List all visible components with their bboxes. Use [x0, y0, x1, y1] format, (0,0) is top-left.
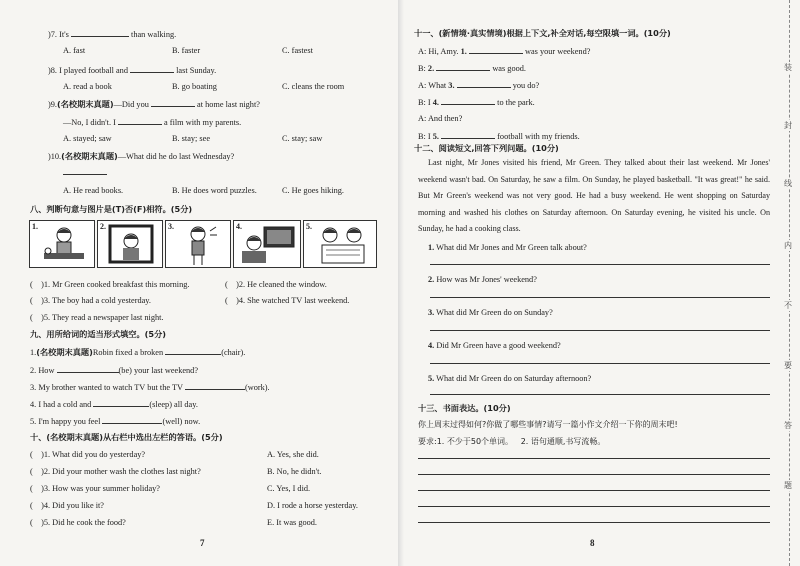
match-answer-b: B. No, he didn't.	[267, 467, 322, 476]
answer-blank[interactable]	[57, 364, 119, 373]
dialog-line-5: A: And then?	[418, 114, 463, 123]
writing-line[interactable]	[418, 506, 770, 507]
answer-blank[interactable]	[457, 79, 511, 88]
answer-line[interactable]	[430, 330, 770, 331]
option: B. faster	[172, 46, 201, 55]
question-10: )10.(名校期末真题)—What did he do last Wednesday?	[48, 151, 235, 161]
section-8-title: 八、判断句意与图片是(T)否(F)相符。(5分)	[30, 204, 193, 214]
window-cleaning-icon	[98, 221, 162, 267]
answer-blank[interactable]	[441, 130, 495, 139]
reading-question-1: 1. What did Mr Jones and Mr Green talk about?	[428, 243, 587, 252]
match-answer-a: A. Yes, she did.	[267, 450, 319, 459]
reading-question-4: 4. Did Mr Green have a good weekend?	[428, 341, 561, 350]
judge-item-1: ( )1. Mr Green cooked breakfast this morning.	[30, 280, 190, 289]
option: B. He does word puzzles.	[172, 186, 257, 195]
margin-char: 要	[784, 361, 792, 370]
margin-char: 答	[784, 421, 792, 430]
option: B. stay; see	[172, 134, 211, 143]
picture-2: 2.	[97, 220, 163, 268]
reading-question-3: 3. What did Mr Green do on Sunday?	[428, 308, 553, 317]
match-question-5: ( )5. Did he cook the food?	[30, 518, 126, 527]
boy-cold-icon	[166, 221, 230, 267]
left-page	[0, 0, 398, 566]
picture-4: 4.	[233, 220, 301, 268]
dialog-line-1: A: Hi, Amy. 1. was your weekend?	[418, 47, 591, 56]
answer-line[interactable]	[430, 297, 770, 298]
picture-1: 1.	[29, 220, 95, 268]
answer-line[interactable]	[430, 363, 770, 364]
dialog-line-6: B: I 5. football with my friends.	[418, 132, 580, 141]
margin-char: 题	[784, 481, 792, 490]
writing-prompt: 你上周末过得如何?你做了哪些事情?请写一篇小作文介绍一下你的周末吧!	[418, 420, 678, 429]
margin-char: 内	[784, 241, 792, 250]
option: C. cleans the room	[282, 82, 345, 91]
option: C. stay; saw	[282, 134, 323, 143]
right-page	[404, 0, 780, 566]
section-13-title: 十三、书面表达。(10分)	[418, 403, 511, 413]
judge-item-3: ( )3. The boy had a cold yesterday.	[30, 296, 151, 305]
match-answer-e: E. It was good.	[267, 518, 318, 527]
option: A. He read books.	[63, 186, 124, 195]
writing-line[interactable]	[418, 522, 770, 523]
picture-3: 3.	[165, 220, 231, 268]
dialog-line-2: B: 2. was good.	[418, 64, 526, 73]
judge-item-4: ( )4. She watched TV last weekend.	[225, 296, 350, 305]
fill-item-1: 1.(名校期末真题)Robin fixed a broken (chair).	[30, 347, 246, 357]
answer-blank[interactable]	[93, 398, 149, 407]
page-number: 8	[590, 538, 595, 548]
answer-blank[interactable]	[71, 28, 129, 37]
fill-item-3: 3. My brother wanted to watch TV but the TV (work).	[30, 383, 270, 392]
section-9-title: 九、用所给词的适当形式填空。(5分)	[30, 329, 166, 339]
answer-blank[interactable]	[469, 45, 523, 54]
section-12-title: 十二、阅读短文,回答下列问题。(10分)	[414, 143, 559, 153]
question-9: )9.(名校期末真题)—Did you at home last night?	[48, 99, 260, 109]
answer-line[interactable]	[430, 394, 770, 395]
answer-blank[interactable]	[436, 62, 490, 71]
judge-item-5: ( )5. They read a newspaper last night.	[30, 313, 164, 322]
question-7: )7. It's than walking.	[48, 30, 177, 39]
fill-item-4: 4. I had a cold and (sleep) all day.	[30, 400, 198, 409]
match-question-1: ( )1. What did you do yesterday?	[30, 450, 146, 459]
answer-blank[interactable]	[441, 96, 495, 105]
page-number: 7	[200, 538, 205, 548]
margin-char: 封	[784, 121, 792, 130]
dialog-line-4: B: I 4. to the park.	[418, 98, 535, 107]
reading-passage: Last night, Mr Jones visited his friend, Mr Green. They talked about their last weekend. Mr Jones' weekend wasn't bad. On Saturday, he saw a film. On Sunday, he played basketball. "It was great!" he said. But Mr Green's weekend was not very good. He had a busy weekend. He went shopping on Saturday morning and washed his clothes on Saturday afternoon. On Saturday evening, he visited his uncle. On Sunday, he had a cooking class.	[418, 158, 770, 234]
option: C. fastest	[282, 46, 313, 55]
dialog-line-3: A: What 3. you do?	[418, 81, 540, 90]
writing-requirements: 要求:1. 不少于50个单词。 2. 语句通顺,书写流畅。	[418, 437, 606, 446]
margin-char: 不	[784, 301, 792, 310]
answer-blank[interactable]	[102, 415, 162, 424]
match-answer-c: C. Yes, I did.	[267, 484, 311, 493]
question-9-line2: —No, I didn't. I a film with my parents.	[63, 118, 242, 127]
match-question-4: ( )4. Did you like it?	[30, 501, 104, 510]
writing-line[interactable]	[418, 458, 770, 459]
match-question-2: ( )2. Did your mother wash the clothes last night?	[30, 467, 201, 476]
section-11-title: 十一、(新情境·真实情境)根据上下文,补全对话,每空限填一词。(10分)	[414, 28, 671, 38]
writing-line[interactable]	[418, 490, 770, 491]
judge-item-2: ( )2. He cleaned the window.	[225, 280, 327, 289]
watching-tv-icon	[234, 221, 300, 267]
reading-question-2: 2. How was Mr Jones' weekend?	[428, 275, 537, 284]
binding-margin	[780, 0, 800, 566]
match-question-3: ( )3. How was your summer holiday?	[30, 484, 160, 493]
picture-5: 5.	[303, 220, 377, 268]
margin-char: 装	[784, 63, 792, 72]
match-answer-d: D. I rode a horse yesterday.	[267, 501, 358, 510]
answer-blank[interactable]	[63, 168, 107, 175]
fill-item-5: 5. I'm happy you feel (well) now.	[30, 417, 201, 426]
answer-blank[interactable]	[185, 381, 245, 390]
option: A. stayed; saw	[63, 134, 112, 143]
margin-char: 线	[784, 179, 792, 188]
option: B. go boating	[172, 82, 217, 91]
section-10-title: 十、(名校期末真题)从右栏中选出左栏的答语。(5分)	[30, 432, 223, 442]
fill-item-2: 2. How (be) your last weekend?	[30, 366, 199, 375]
writing-line[interactable]	[418, 474, 770, 475]
answer-blank[interactable]	[151, 98, 195, 107]
option: A. fast	[63, 46, 86, 55]
man-cooking-icon	[30, 221, 94, 267]
answer-blank[interactable]	[165, 346, 221, 355]
reading-question-5: 5. What did Mr Green do on Saturday afternoon?	[428, 374, 592, 383]
option: C. He goes hiking.	[282, 186, 344, 195]
answer-blank[interactable]	[118, 116, 162, 125]
answer-blank[interactable]	[130, 64, 174, 73]
reading-newspaper-icon	[304, 221, 376, 267]
answer-line[interactable]	[430, 264, 770, 265]
option: A. read a book	[63, 82, 112, 91]
question-8: )8. I played football and last Sunday.	[48, 66, 217, 75]
